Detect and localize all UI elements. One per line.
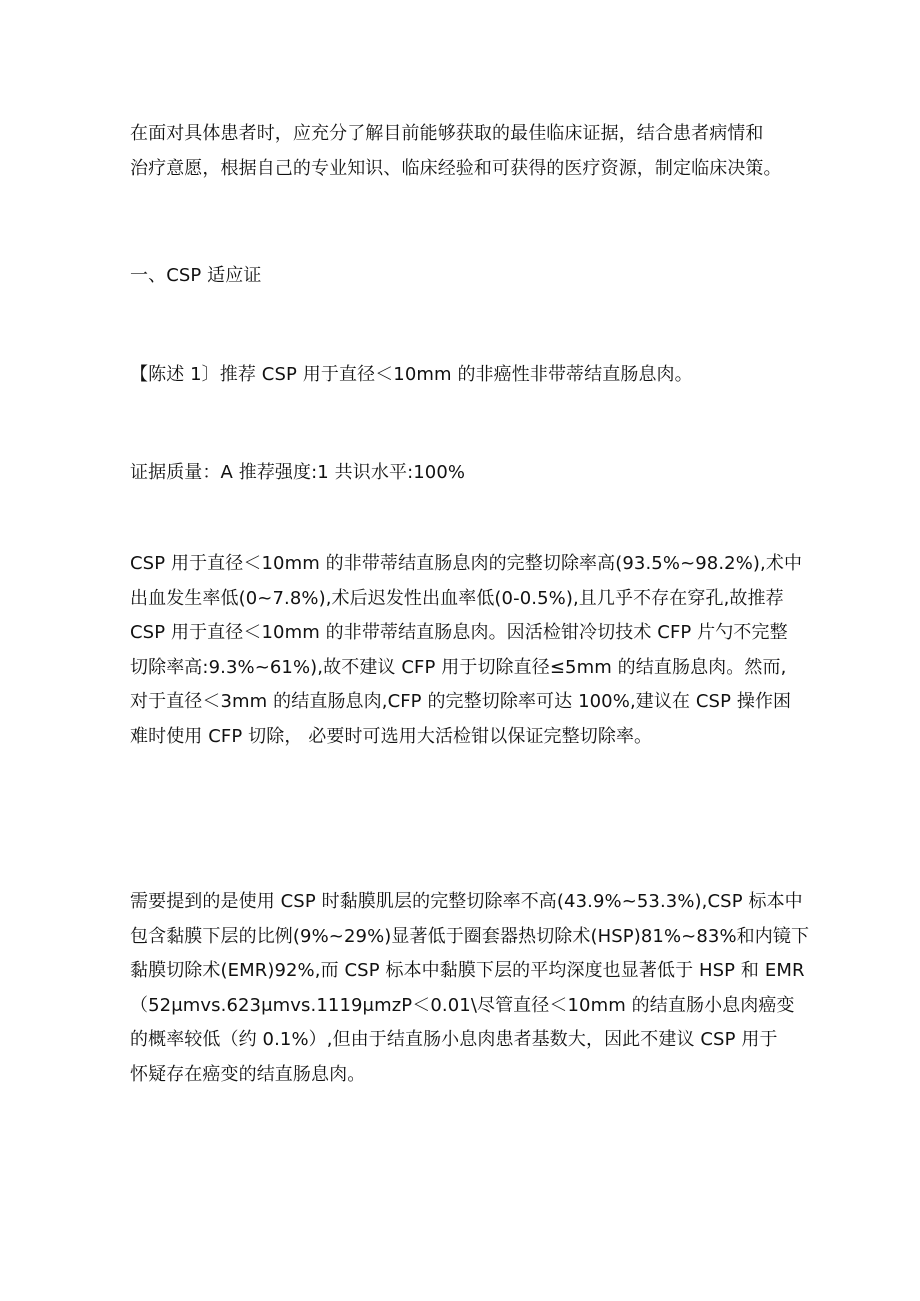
- p2-line-2: 包含黏膜下层的比例(9%~29%)显著低于圈套器热切除术(HSP)81%~83%和内镜下: [130, 925, 810, 947]
- section-heading-text: 一、CSP 适应证: [130, 265, 262, 286]
- p1-line-1: CSP 用于直径＜10mm 的非带蒂结直肠息肉的完整切除率高(93.5%~98.2%),术中: [130, 553, 803, 574]
- p1-line-3: CSP 用于直径＜10mm 的非带蒂结直肠息肉。因活检钳冷切技术 CFP 片勺不完整: [130, 622, 788, 644]
- intro-line-1: 在面对具体患者时，应充分了解目前能够获取的最佳临床证据，结合患者病情和: [130, 123, 764, 144]
- statement-paragraph: [130, 358, 810, 393]
- p2-line-6: 怀疑存在癌变的结直肠息肉。: [130, 1063, 366, 1085]
- evidence-text: 证据质量：A 推荐强度:1 共识水平:100%: [130, 462, 466, 483]
- p1-line-6: 难时使用 CFP 切除， 必要时可选用大活检钳以保证完整切除率。: [130, 725, 653, 747]
- statement-text: 【陈述 1〕推荐 CSP 用于直径＜10mm 的非癌性非带蒂结直肠息肉。: [130, 364, 693, 385]
- p1-line-5: 对于直径＜3mm 的结直肠息肉,CFP 的完整切除率可达 100%,建议在 CSP 操作困: [130, 691, 792, 713]
- p1-line-4: 切除率高:9.3%~61%),故不建议 CFP 用于切除直径≤5mm 的结直肠息肉。然而,: [130, 656, 787, 678]
- p2-line-4: （52μmvs.623μmvs.1119μmzP＜0.01\尽管直径＜10mm 的结直肠小息肉癌变: [130, 994, 795, 1016]
- section-heading: [130, 259, 810, 294]
- p2-line-3: 黏膜切除术(EMR)92%,而 CSP 标本中黏膜下层的平均深度也显著低于 HSP 和 EMR: [130, 960, 805, 982]
- p2-line-1: 需要提到的是使用 CSP 时黏膜肌层的完整切除率不高(43.9%~53.3%),CSP 标本中: [130, 891, 803, 912]
- body-paragraph-1: [130, 547, 810, 755]
- p2-line-5: 的概率较低（约 0.1%）,但由于结直肠小息肉患者基数大，因此不建议 CSP 用于: [130, 1029, 778, 1051]
- intro-line-2: 治疗意愿，根据自己的专业知识、临床经验和可获得的医疗资源，制定临床决策。: [130, 157, 782, 179]
- evidence-paragraph: [130, 456, 810, 491]
- p1-line-2: 出血发生率低(0~7.8%),术后迟发性出血率低(0-0.5%),且几乎不存在穿孔,故推荐: [130, 587, 784, 609]
- intro-paragraph: [130, 117, 810, 186]
- body-paragraph-2: [130, 885, 810, 1093]
